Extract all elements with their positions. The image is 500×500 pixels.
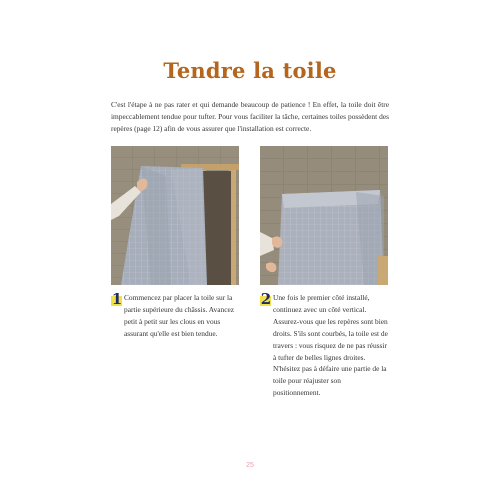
step-2-photo: [260, 146, 388, 285]
step-1-number-badge: [111, 290, 123, 310]
step-1-photo: [111, 146, 239, 285]
step-1-text: Commencez par placer la toile sur la partie supérieure du châssis. Avancez petit à petit sur les clous en vous assurant qu'elle est bien tendue.: [124, 293, 235, 338]
step-2-number-badge: [260, 290, 272, 310]
step-2-text: Une fois le premier côté installé, continuez avec un côté vertical. Assurez-vous que les repères sont bien droits. S'ils sont courbés, la toile est de travers : vous risquez de ne pas réussir à tufter de belles lignes droites. N'hésitez pas à défaire une partie de la toile pour réajuster son positionnement.: [273, 293, 388, 398]
page-number: 25: [246, 462, 254, 469]
step-2-number: 2: [260, 290, 272, 308]
page-title: Tendre la toile: [163, 58, 337, 83]
step-1-number: 1: [111, 290, 123, 308]
intro-paragraph: C'est l'étape à ne pas rater et qui demande beaucoup de patience ! En effet, la toile doit être impeccablement tendue pour tufter. Pour vous faciliter la tâche, certaines toiles possèdent des repères (page 12) afin de vous assurer que l'installation est correcte.: [111, 100, 389, 134]
